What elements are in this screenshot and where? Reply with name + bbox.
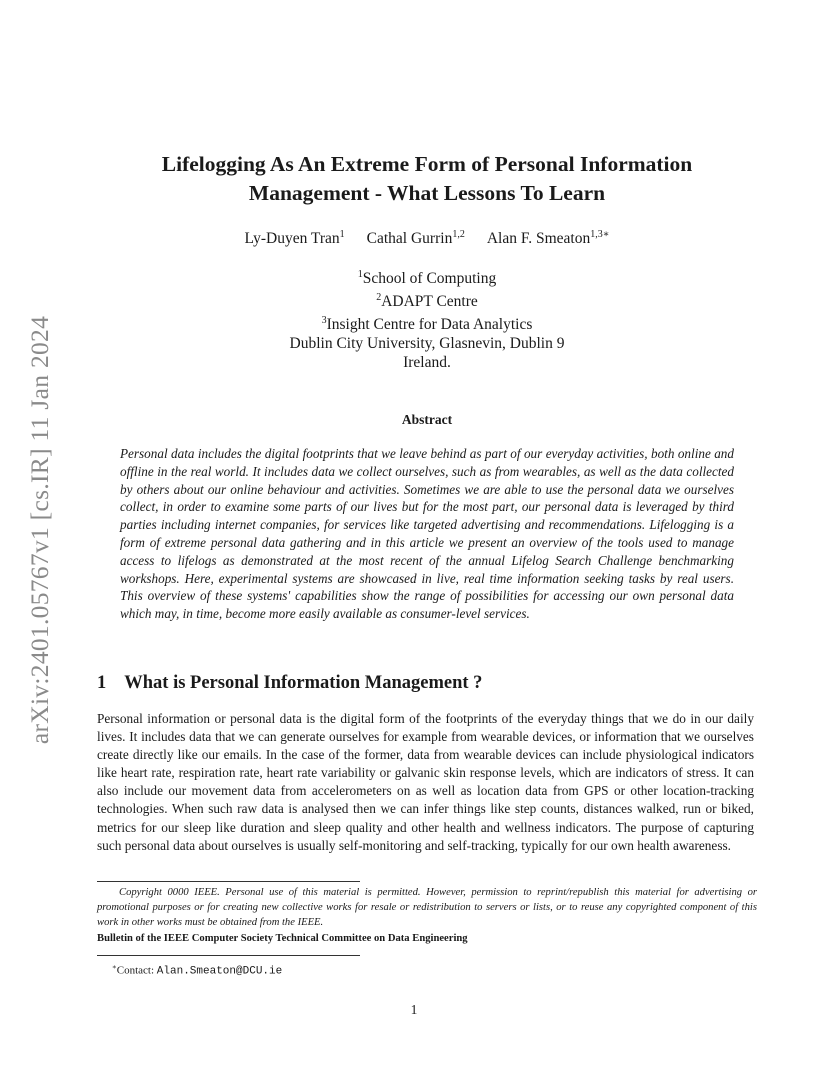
- section-heading: [97, 673, 482, 694]
- section-number: 1: [97, 673, 107, 693]
- footnote-mark: ∗: [112, 963, 117, 971]
- author: [244, 229, 344, 248]
- affiliation-mark: 3: [321, 315, 327, 327]
- author-list: [100, 229, 754, 248]
- footnote-label: Contact:: [116, 964, 157, 977]
- author-affiliation-mark: 1: [339, 229, 345, 240]
- affiliation-text: Insight Centre for Data Analytics: [326, 316, 533, 334]
- copyright-notice: [97, 885, 757, 946]
- author-affiliation-mark: 1,2: [452, 229, 465, 240]
- arxiv-identifier-text: arXiv:2401.05767v1 [cs.IR] 11 Jan 2024: [25, 315, 55, 745]
- affiliation-line: [100, 353, 754, 372]
- affiliation-text: ADAPT Centre: [381, 293, 478, 311]
- author: [487, 229, 610, 248]
- bulletin-line: Bulletin of the IEEE Computer Society Technical Committee on Data Engineering: [97, 932, 468, 944]
- affiliation-text: Ireland.: [403, 354, 451, 372]
- contact-email: Alan.Smeaton@DCU.ie: [156, 965, 283, 978]
- paper-title-line-2: Management - What Lessons To Learn: [248, 181, 606, 205]
- contact-footnote: [112, 963, 282, 978]
- paper-title: [100, 150, 754, 208]
- affiliation-text: School of Computing: [362, 270, 497, 288]
- page-number: 1: [410, 1002, 418, 1017]
- author-affiliation-mark: 1,3∗: [590, 229, 610, 240]
- affiliation-line: [100, 334, 754, 353]
- affiliation-text: Dublin City University, Glasnevin, Dublin 9: [289, 335, 565, 353]
- footnote-divider: [97, 881, 360, 882]
- section-title: What is Personal Information Management ?: [124, 673, 483, 693]
- arxiv-identifier-stamp: [22, 300, 58, 760]
- affiliation-line: [100, 288, 754, 311]
- paper-title-line-1: Lifelogging As An Extreme Form of Personal Information: [161, 152, 693, 176]
- footnote-divider: [97, 955, 360, 956]
- affiliation-mark: 2: [376, 292, 382, 304]
- body-paragraph: Personal information or personal data is the digital form of the footprints of the everyday things that we do in our daily lives. It includes data that we can generate ourselves for example from wearable devices, or information that we ourselves create directly like our emails. In the case of the former, data from wearable devices can include physiological indicators like heart rate, respiration rate, heart rate variability or galvanic skin response levels, which are indicators of stress. It can also include our movement data from accelerometers on as well as location data from GPS or other location-tracking technologies. When such raw data is analysed then we can infer things like step counts, distances walked, run or biked, metrics for our sleep like duration and sleep quality and other health and wellness indicators. The purpose of capturing such personal data about ourselves is usually self-monitoring and self-tracking, typically for our own health awareness.: [97, 711, 754, 853]
- affiliation-line: [100, 311, 754, 334]
- author-name: Cathal Gurrin: [366, 230, 453, 248]
- author-name: Ly-Duyen Tran: [244, 230, 340, 248]
- affiliation-mark: 1: [357, 269, 363, 280]
- copyright-text: Copyright 0000 IEEE. Personal use of this material is permitted. However, permission to reprint/republish this material for advertising or promotional purposes or for creating new collective works for resale or redistribution to servers or lists, or to reuse any copyrighted component of this work in other works must be obtained from the IEEE.: [97, 887, 757, 929]
- abstract-text: Personal data includes the digital footprints that we leave behind as part of our everyday activities, both online and offline in the real world. It includes data we collect ourselves, such as from wearables, as well as the data collected by others about our online behaviour and activities. Sometimes we are able to use the personal data we ourselves collect, in order to examine some parts of our lives but for the most part, our personal data is leveraged by third parties including internet companies, for services like targeted advertising and recommendations. Lifelogging is a form of extreme personal data gathering and in this article we present an overview of the tools used to manage access to lifelogs as demonstrated at the most recent of the annual Lifelog Search Challenge benchmarking workshops. Here, experimental systems are showcased in live, real time information seeking tasks by real users. This overview of these systems' capabilities show the range of possibilities for accessing our own personal data which may, in time, become more easily available as consumer-level services.: [120, 446, 734, 622]
- author: [367, 229, 465, 248]
- abstract-heading: Abstract: [401, 412, 453, 427]
- affiliation-block: [100, 265, 754, 372]
- author-name: Alan F. Smeaton: [486, 230, 591, 248]
- affiliation-line: [100, 265, 754, 288]
